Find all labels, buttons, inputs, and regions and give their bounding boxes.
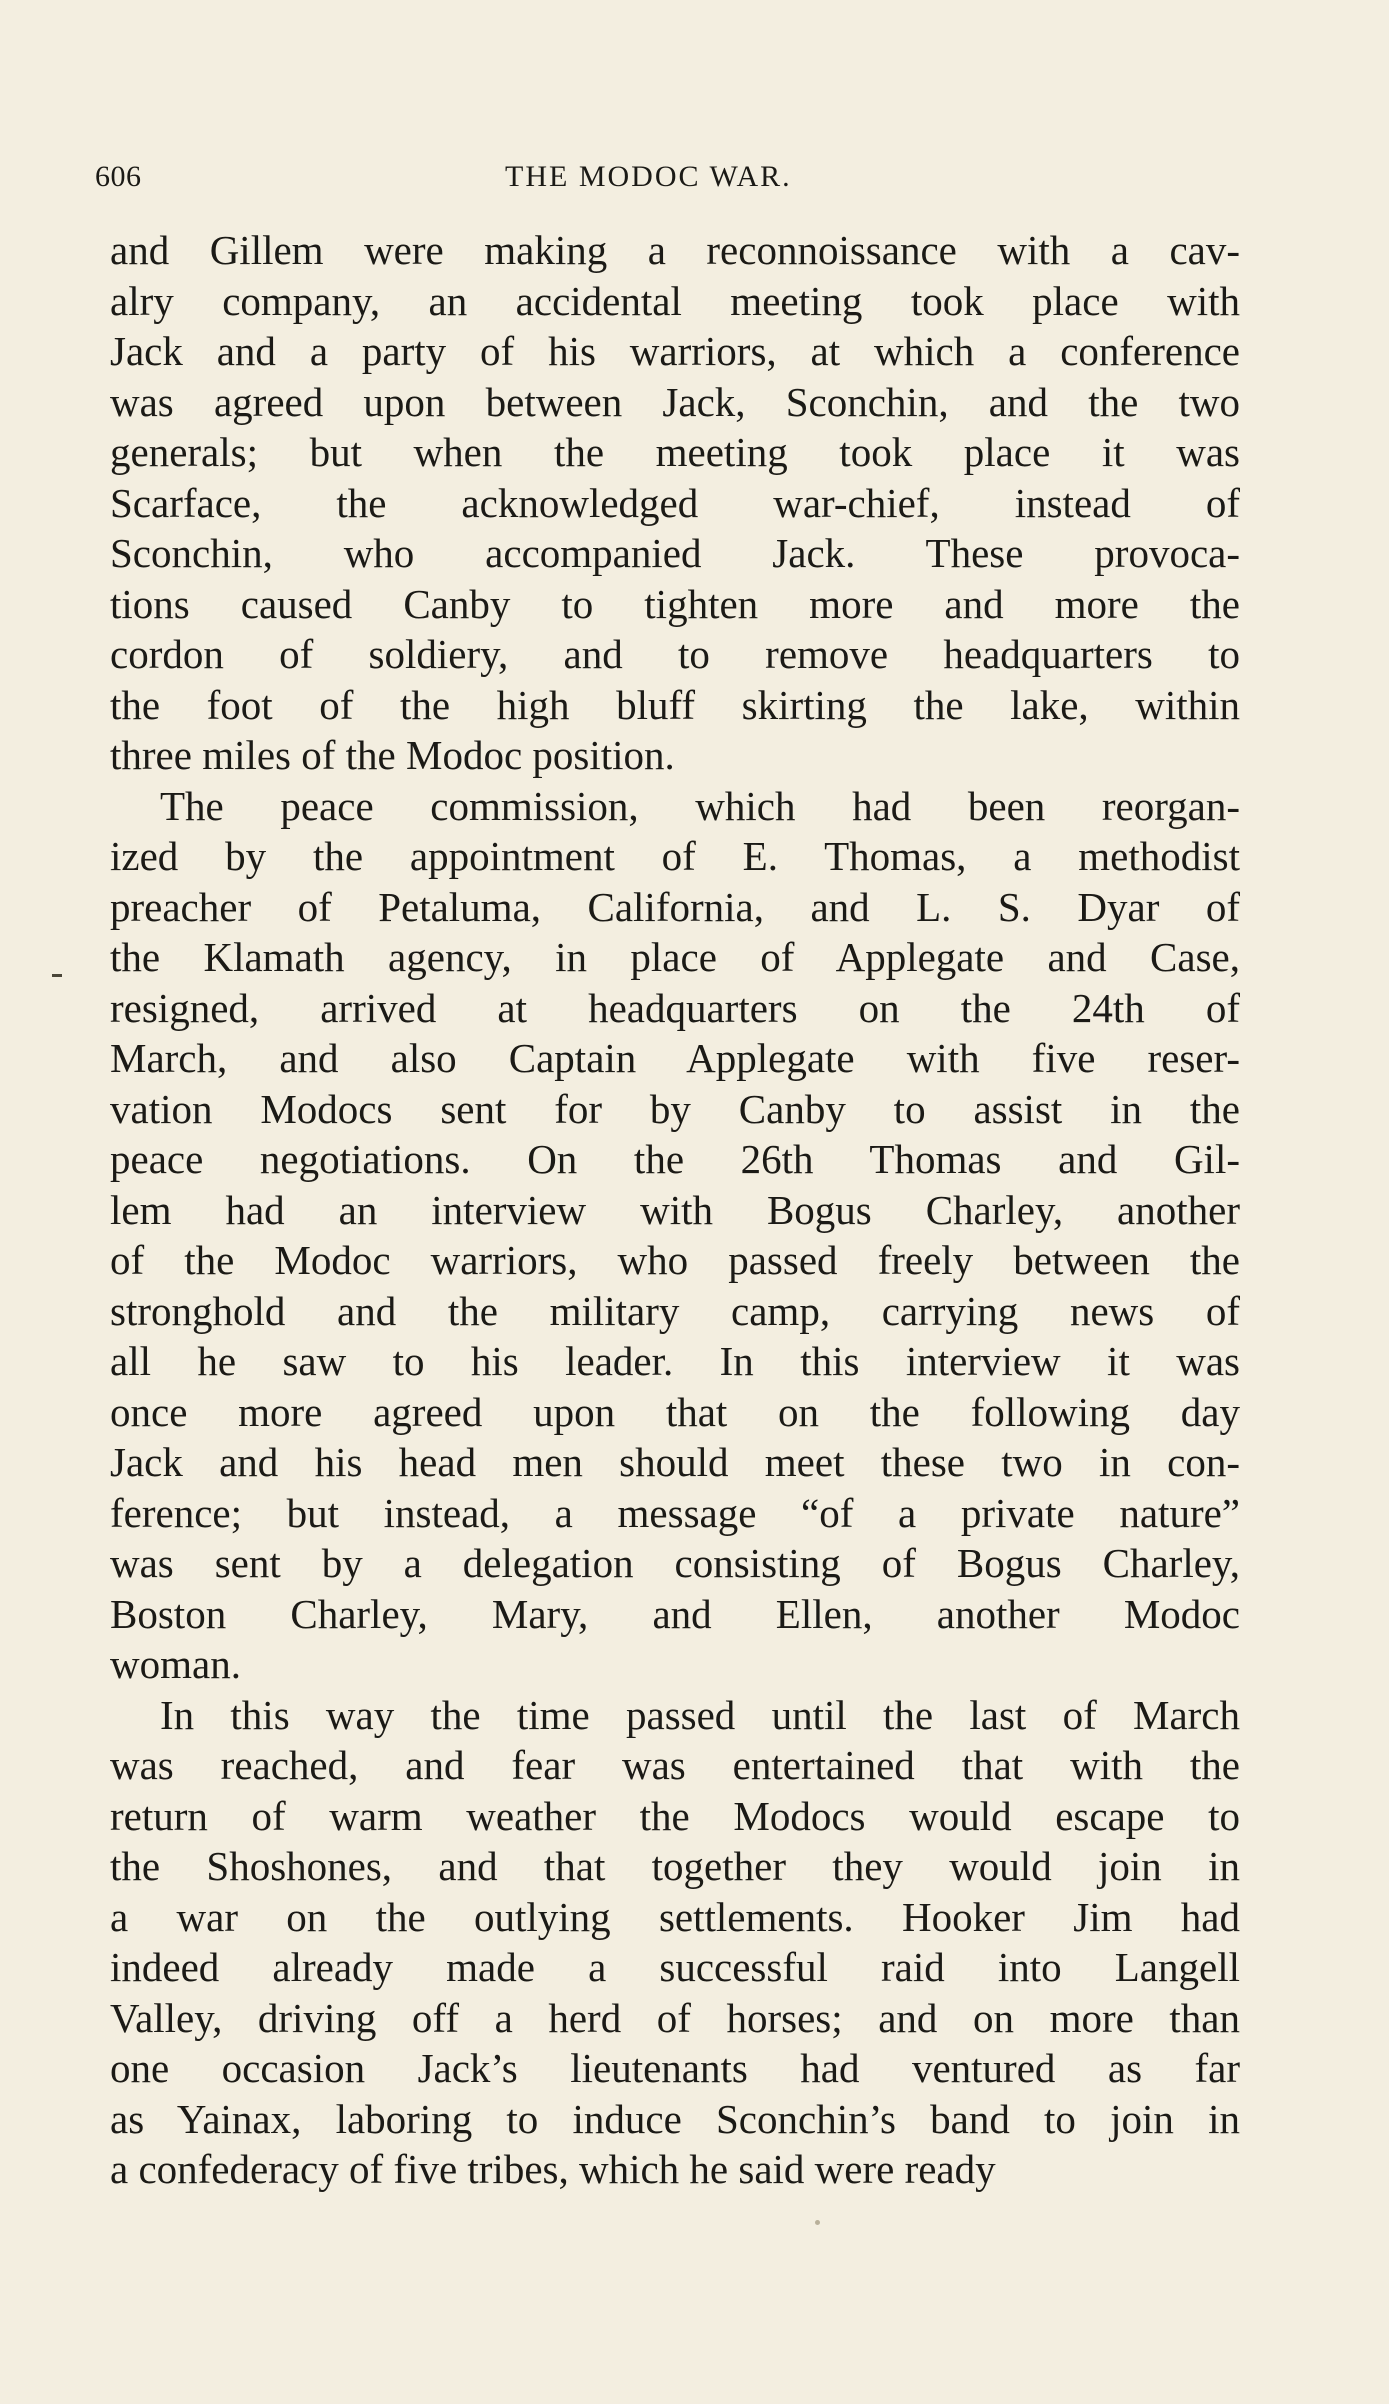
- text-line: a war on the outlying settlements. Hooker Jim had: [110, 1893, 1240, 1940]
- text-line: Scarface, the acknowledged war-chief, instead of: [110, 479, 1240, 526]
- text-line: was sent by a delegation consisting of Bogus Charley,: [110, 1540, 1240, 1586]
- text-line: three miles of the Modoc position.: [110, 732, 675, 778]
- text-line: once more agreed upon that on the following day: [110, 1388, 1240, 1435]
- running-title: THE MODOC WAR.: [505, 160, 792, 193]
- text-line: Jack and a party of his warriors, at which a conference: [110, 328, 1240, 374]
- text-line: of the Modoc warriors, who passed freely between the: [110, 1237, 1240, 1283]
- text-line: all he saw to his leader. In this interview it was: [110, 1338, 1240, 1384]
- page-header: [0, 160, 1389, 200]
- text-line: cordon of soldiery, and to remove headquarters to: [110, 631, 1240, 677]
- text-line: Sconchin, who accompanied Jack. These provoca-: [110, 530, 1240, 576]
- text-line: a confederacy of five tribes, which he said were ready: [110, 2146, 996, 2192]
- text-line: peace negotiations. On the 26th Thomas and Gil-: [110, 1136, 1240, 1182]
- text-line: lem had an interview with Bogus Charley, another: [110, 1186, 1240, 1233]
- text-line: alry company, an accidental meeting took place with: [110, 277, 1240, 324]
- text-line: preacher of Petaluma, California, and L. S. Dyar of: [110, 883, 1240, 930]
- text-line: and Gillem were making a reconnoissance with a cav-: [110, 227, 1240, 273]
- text-line: was reached, and fear was entertained that with the: [110, 1742, 1240, 1788]
- text-line: the Klamath agency, in place of Applegate and Case,: [110, 934, 1240, 980]
- text-line: indeed already made a successful raid into Langell: [110, 1944, 1240, 1990]
- text-line: was agreed upon between Jack, Sconchin, and the two: [110, 378, 1240, 425]
- text-line: woman.: [110, 1641, 241, 1687]
- text-line: the Shoshones, and that together they would join in: [110, 1843, 1240, 1889]
- text-line: The peace commission, which had been reorgan-: [160, 782, 1240, 829]
- text-line: one occasion Jack’s lieutenants had ventured as far: [110, 2045, 1240, 2091]
- text-line: generals; but when the meeting took place it was: [110, 429, 1240, 475]
- text-line: In this way the time passed until the last of March: [160, 1691, 1240, 1738]
- text-line: tions caused Canby to tighten more and more the: [110, 580, 1240, 627]
- text-line: return of warm weather the Modocs would escape to: [110, 1792, 1240, 1839]
- text-line: ference; but instead, a message “of a private nature”: [110, 1489, 1240, 1536]
- text-line: ized by the appointment of E. Thomas, a methodist: [110, 833, 1240, 879]
- body-text: [110, 225, 1240, 2195]
- text-line: Jack and his head men should meet these two in con-: [110, 1439, 1240, 1485]
- text-line: Boston Charley, Mary, and Ellen, another Modoc: [110, 1590, 1240, 1637]
- margin-mark: [52, 974, 62, 977]
- text-line: the foot of the high bluff skirting the lake, within: [110, 681, 1240, 728]
- text-line: vation Modocs sent for by Canby to assist in the: [110, 1085, 1240, 1132]
- text-line: resigned, arrived at headquarters on the 24th of: [110, 984, 1240, 1031]
- paper-speck: [815, 2220, 820, 2225]
- text-line: stronghold and the military camp, carrying news of: [110, 1287, 1240, 1334]
- page-number: 606: [95, 160, 142, 193]
- text-line: March, and also Captain Applegate with five reser-: [110, 1035, 1240, 1081]
- text-line: Valley, driving off a herd of horses; and on more than: [110, 1994, 1240, 2041]
- text-line: as Yainax, laboring to induce Sconchin’s band to join in: [110, 2095, 1240, 2142]
